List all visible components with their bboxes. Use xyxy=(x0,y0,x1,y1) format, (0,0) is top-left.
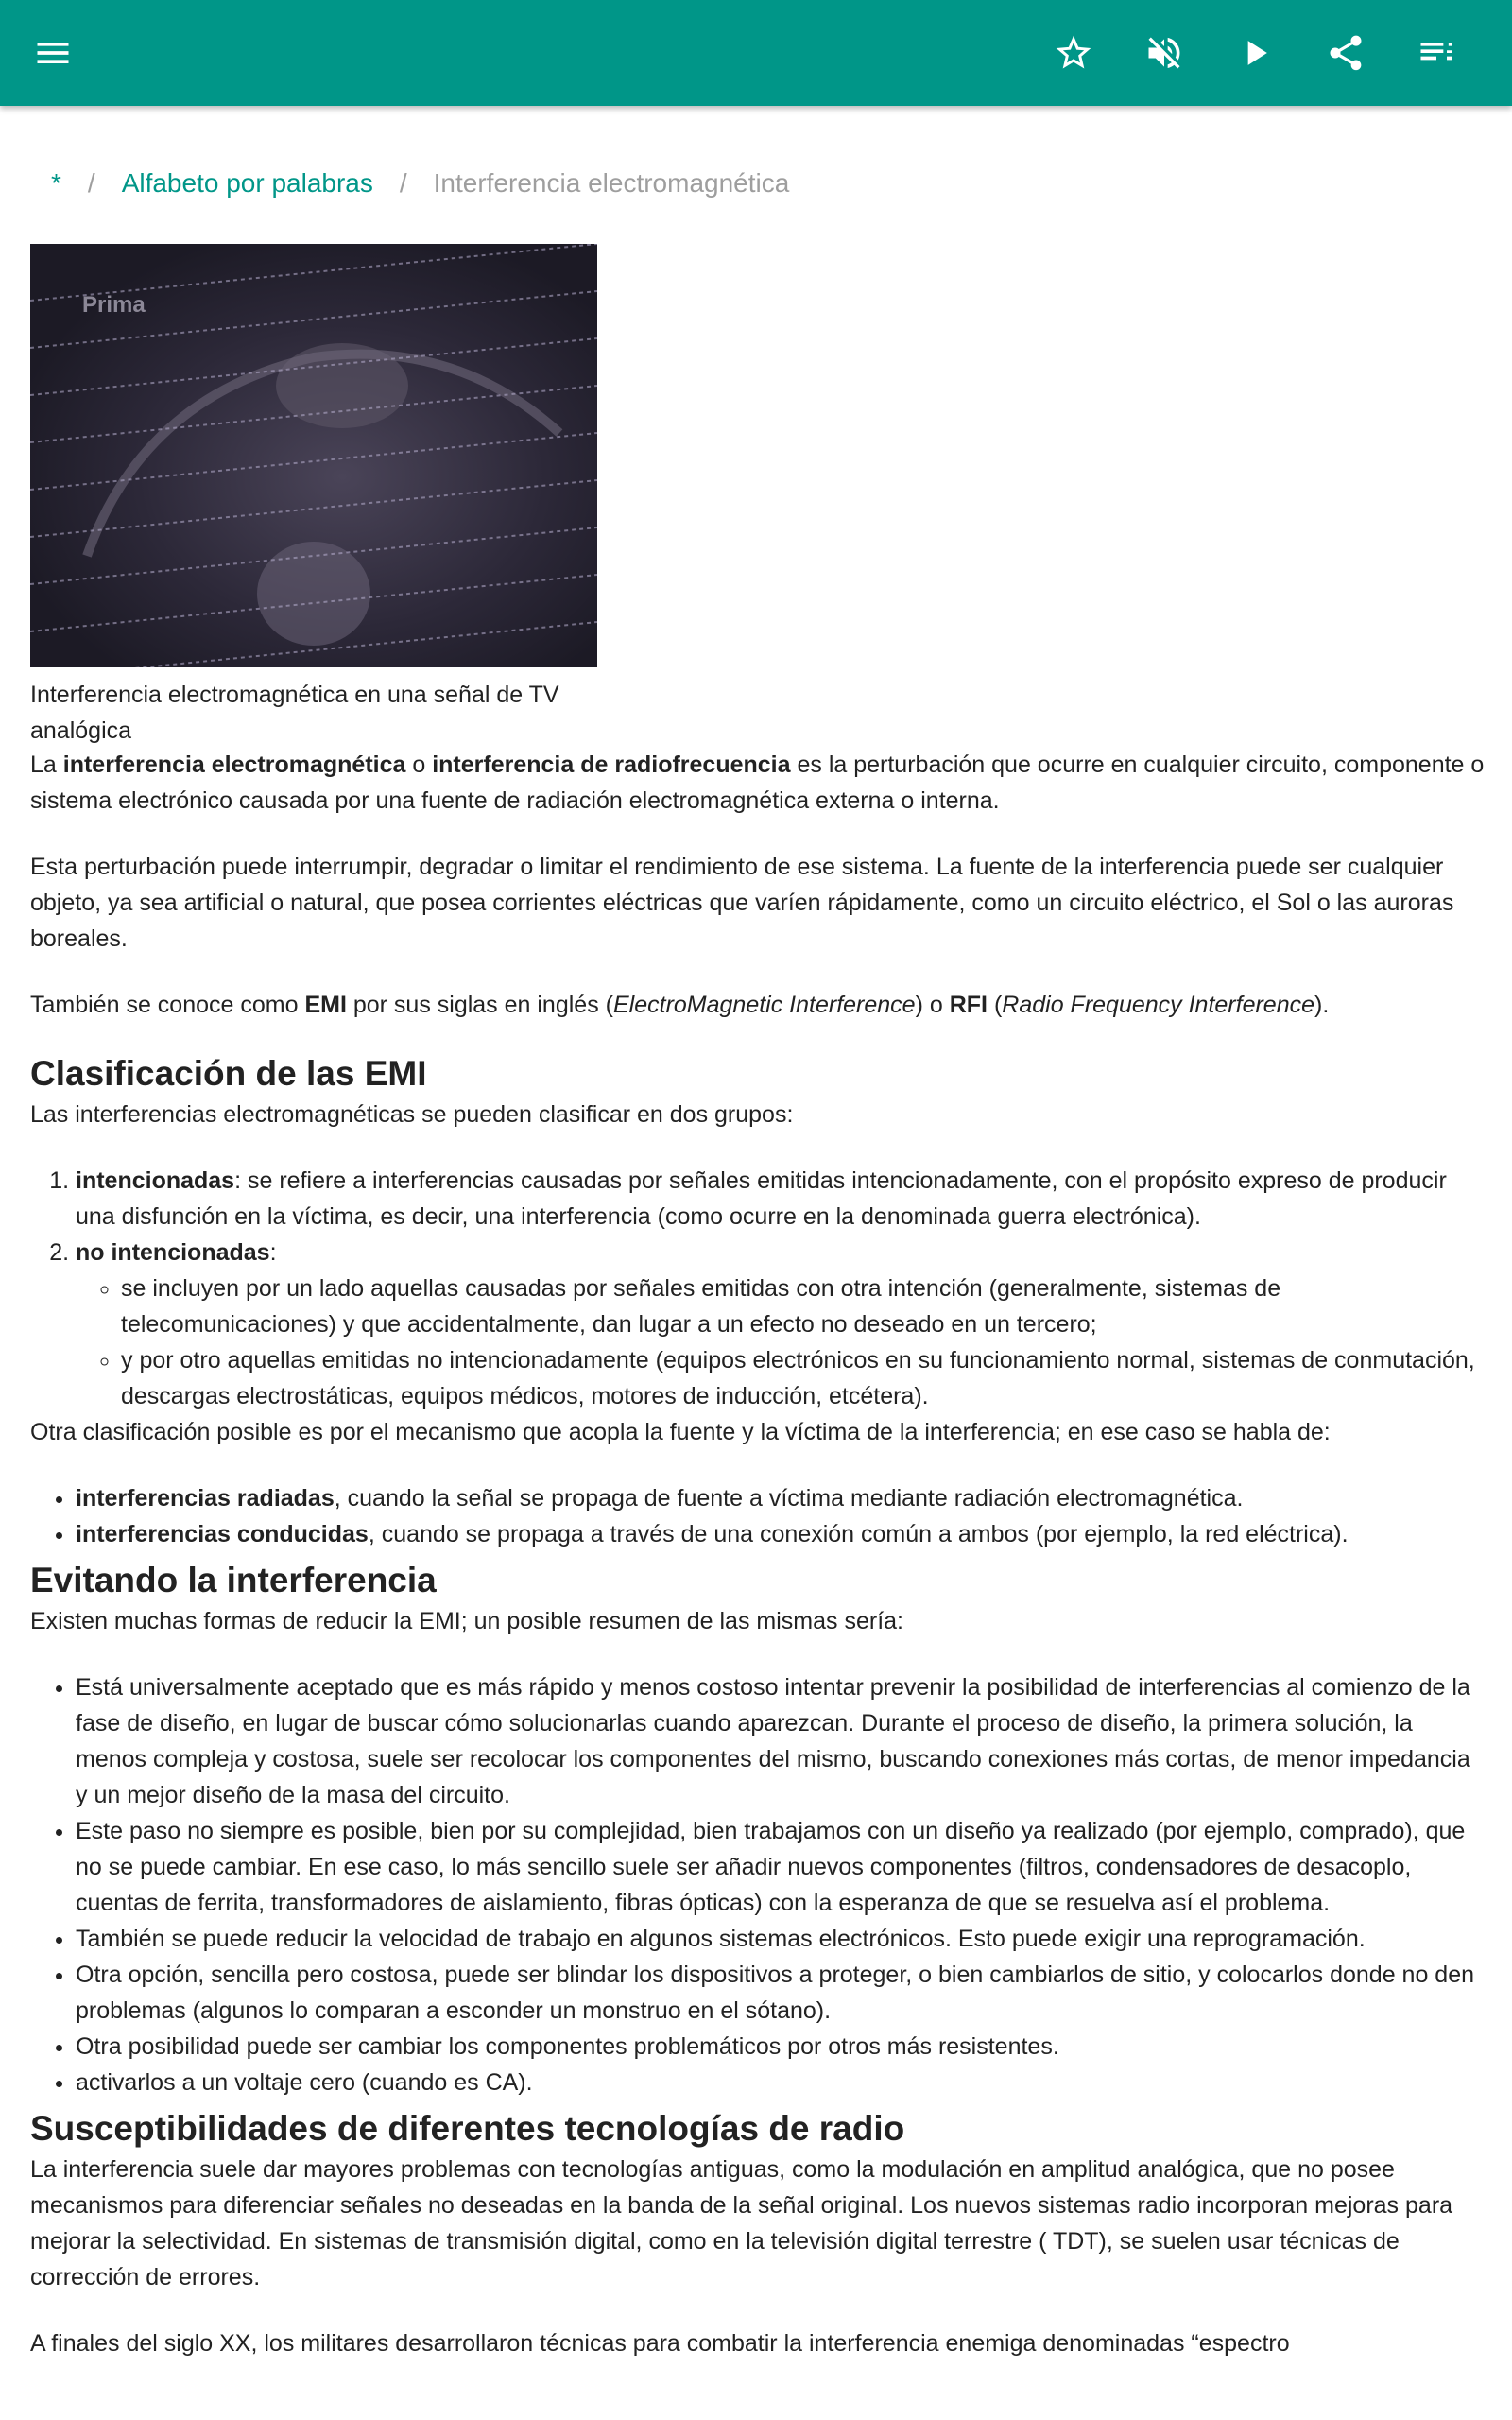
section-heading: Evitando la interferencia xyxy=(30,1561,437,1599)
section-heading: Clasificación de las EMI xyxy=(30,1054,427,1093)
volume-off-icon[interactable] xyxy=(1134,23,1194,83)
figure-caption: Interferencia electromagnética en una señal de TV analógica xyxy=(30,682,559,744)
avoiding-list xyxy=(76,1669,1486,2100)
paragraph: Otra clasificación posible es por el mecanismo que acopla la fuente y la víctima de la interferencia; en ese caso se habla de: xyxy=(30,1419,1331,1445)
list-item: 2. no intencionadas: ◦ se incluyen por un lado aquellas causadas por señales emitidas con otra intención (generalmente, sistemas de telecomunicaciones) y que accidentalmente, dan lugar a un efecto no deseado en un tercero; ◦ y por otro aquellas emitidas no intencionadamente (equipos electrónicos en su funcionamiento normal, sistemas de conmutación, descargas electrostáticas, equipos médicos, motores de inducción, etcétera). xyxy=(76,1235,1486,1414)
section-heading: Susceptibilidades de diferentes tecnologías de radio xyxy=(30,2109,905,2148)
list-item: • activarlos a un voltaje cero (cuando es CA). xyxy=(76,2065,1486,2100)
list-item: • Está universalmente aceptado que es más rápido y menos costoso intentar prevenir la posibilidad de interferencias al comienzo de la fase de diseño, en lugar de buscar cómo solucionarlas cuando aparezcan. Durante el proceso de diseño, la primera solución, la menos compleja y costosa, suele ser recolocar los componentes del mismo, buscando conexiones más cortas, de menor impedancia y un mejor diseño de la masa del circuito. xyxy=(76,1669,1486,1813)
list-item: ◦ se incluyen por un lado aquellas causadas por señales emitidas con otra intención (generalmente, sistemas de telecomunicaciones) y que accidentalmente, dan lugar a un efecto no deseado en un tercero; xyxy=(121,1270,1486,1342)
list-item: • Este paso no siempre es posible, bien por su complejidad, bien trabajamos con un diseño ya realizado (por ejemplo, comprado), que no se puede cambiar. En ese caso, lo más sencillo suele ser añadir nuevos componentes (filtros, condensadores de desacoplo, cuentas de ferrita, transformadores de aislamiento, fibras ópticas) con la esperanza de que se resuelva así el problema. xyxy=(76,1813,1486,1921)
app-bar xyxy=(0,0,1512,106)
paragraph: Esta perturbación puede interrumpir, degradar o limitar el rendimiento de ese sistema. La fuente de la interferencia puede ser cualquier objeto, ya sea artificial o natural, que posea corrientes eléctricas que varíen rápidamente, como un circuito eléctrico, el Sol o las auroras boreales. xyxy=(30,854,1454,952)
breadcrumb-home-link[interactable]: * xyxy=(51,168,61,198)
breadcrumb xyxy=(51,168,789,199)
classification-list xyxy=(76,1163,1486,1414)
paragraph: La interferencia suele dar mayores problemas con tecnologías antiguas, como la modulación en amplitud analógica, que no posee mecanismos para diferenciar señales no deseadas en la banda de la señal original. Los nuevos sistemas radio incorporan mejoras para mejorar la selectividad. En sistemas de transmisión digital, como en la televisión digital terrestre ( TDT), se suelen usar técnicas de corrección de errores. xyxy=(30,2156,1453,2290)
list-item: ◦ y por otro aquellas emitidas no intencionadamente (equipos electrónicos en su funcionamiento normal, sistemas de conmutación, descargas electrostáticas, equipos médicos, motores de inducción, etcétera). xyxy=(121,1342,1486,1414)
list-item: 1. intencionadas: se refiere a interferencias causadas por señales emitidas intencionadamente, con el propósito expreso de producir una disfunción en la víctima, es decir, una interferencia (como ocurre en la denominada guerra electrónica). xyxy=(76,1163,1486,1235)
article-figure xyxy=(30,244,597,749)
breadcrumb-separator: / xyxy=(399,168,407,198)
paragraph: A finales del siglo XX, los militares desarrollaron técnicas para combatir la interferencia enemiga denominadas “espectro xyxy=(30,2330,1290,2357)
list-item: • También se puede reducir la velocidad de trabajo en algunos sistemas electrónicos. Esto puede exigir una reprogramación. xyxy=(76,1921,1486,1957)
article-body xyxy=(30,747,1486,2392)
breadcrumb-section-link[interactable]: Alfabeto por palabras xyxy=(121,168,373,198)
breadcrumb-current: Interferencia electromagnética xyxy=(433,168,790,198)
paragraph: También se conoce como EMI por sus siglas en inglés (ElectroMagnetic Interference) o RFI (Radio Frequency Interference). xyxy=(30,992,1330,1018)
breadcrumb-separator: / xyxy=(87,168,95,198)
coupling-list xyxy=(76,1480,1486,1552)
playlist-icon[interactable] xyxy=(1406,23,1467,83)
tv-logo-text: Prima xyxy=(82,292,146,318)
sub-list xyxy=(121,1270,1486,1414)
intro-paragraph: La interferencia electromagnética o interferencia de radiofrecuencia es la perturbación que ocurre en cualquier circuito, componente o sistema electrónico causada por una fuente de radiación electromagnética externa o interna. xyxy=(30,752,1485,814)
list-item: • Otra posibilidad puede ser cambiar los componentes problemáticos por otros más resistentes. xyxy=(76,2029,1486,2065)
play-icon[interactable] xyxy=(1225,23,1285,83)
paragraph: Las interferencias electromagnéticas se pueden clasificar en dos grupos: xyxy=(30,1101,794,1128)
list-item: • interferencias conducidas, cuando se propaga a través de una conexión común a ambos (por ejemplo, la red eléctrica). xyxy=(76,1516,1486,1552)
star-outline-icon[interactable] xyxy=(1043,23,1104,83)
list-item: • interferencias radiadas, cuando la señal se propaga de fuente a víctima mediante radiación electromagnética. xyxy=(76,1480,1486,1516)
tv-interference-image[interactable] xyxy=(30,244,597,667)
paragraph: Existen muchas formas de reducir la EMI; un posible resumen de las mismas sería: xyxy=(30,1608,903,1634)
list-item: • Otra opción, sencilla pero costosa, puede ser blindar los dispositivos a proteger, o bien cambiarlos de sitio, y colocarlos donde no den problemas (algunos lo comparan a esconder un monstruo en el sótano). xyxy=(76,1957,1486,2029)
share-icon[interactable] xyxy=(1315,23,1376,83)
menu-icon[interactable] xyxy=(23,23,83,83)
